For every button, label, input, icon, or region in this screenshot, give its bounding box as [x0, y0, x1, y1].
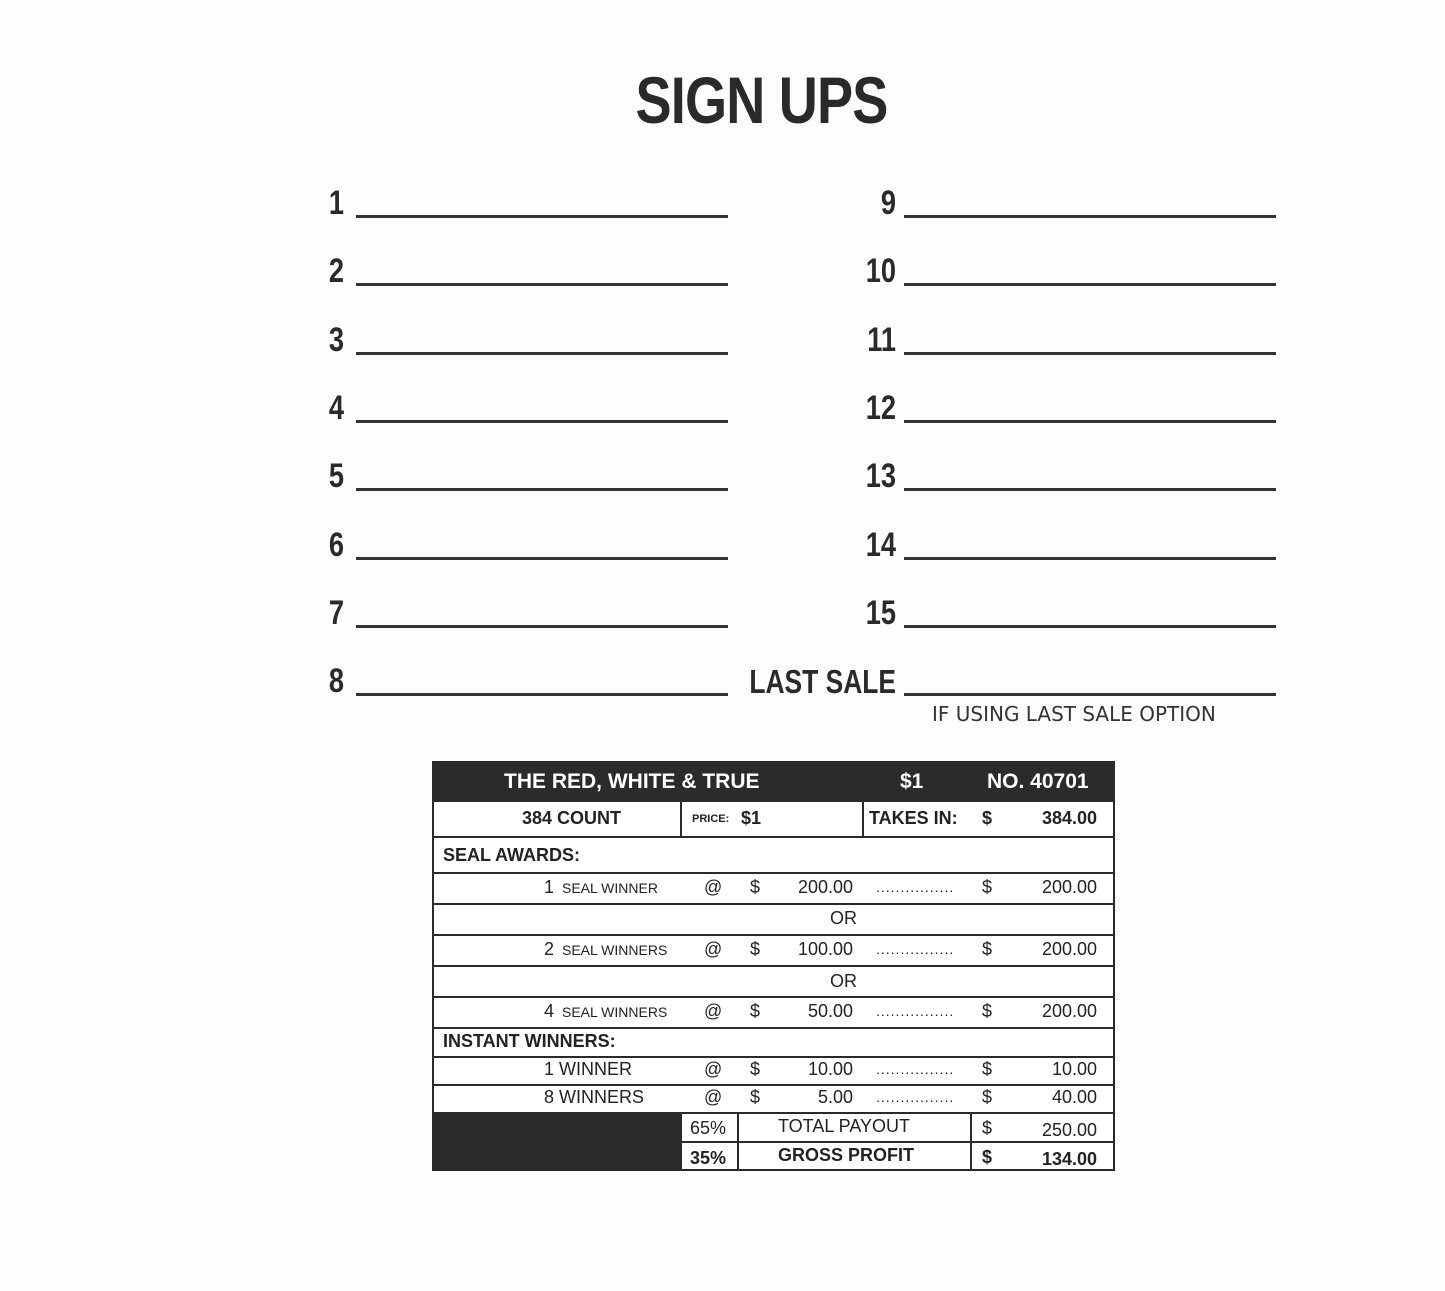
- winner-label: SEAL WINNERS: [562, 1004, 668, 1020]
- seal-award-row: [434, 998, 1113, 1027]
- signup-number: 5: [328, 457, 344, 496]
- instant-winners-label: INSTANT WINNERS:: [443, 1031, 616, 1051]
- ticket-header: [434, 763, 1113, 800]
- signup-row: [0, 658, 1445, 701]
- signup-blank-line[interactable]: [904, 488, 1276, 491]
- currency: $: [750, 1059, 761, 1079]
- last-sale-note: IF USING LAST SALE OPTION: [932, 702, 1216, 726]
- signup-row: [0, 317, 1445, 357]
- signup-number: 10: [865, 252, 896, 291]
- prize-amount: 5.00: [817, 1087, 853, 1107]
- currency: $: [982, 1001, 993, 1021]
- winner-label: SEAL WINNER: [562, 880, 658, 896]
- at-sign: @: [704, 877, 723, 897]
- signup-row: [0, 180, 1445, 220]
- prize-total: 200.00: [1041, 877, 1097, 897]
- currency: $: [750, 877, 761, 897]
- instant-winner-row: [434, 1058, 1113, 1084]
- signup-blank-line[interactable]: [904, 420, 1276, 423]
- signup-number: 1: [328, 184, 344, 222]
- winner-label: 8 WINNERS: [544, 1087, 645, 1107]
- signup-number: 8: [328, 662, 344, 701]
- signup-number: 4: [328, 388, 344, 427]
- takes-in-value: 384.00: [1041, 808, 1097, 828]
- prize-amount: 10.00: [807, 1059, 853, 1079]
- instant-winner-row: [434, 1086, 1113, 1112]
- at-sign: @: [704, 1001, 723, 1021]
- currency: $: [982, 1087, 993, 1107]
- ticket-price: $1: [741, 808, 762, 828]
- ticket-table: [432, 761, 1115, 1171]
- winner-count: 1: [544, 877, 555, 897]
- signup-row: [0, 385, 1445, 425]
- ticket-count: 384 COUNT: [522, 808, 622, 828]
- gross-profit-value: 134.00: [1041, 1149, 1097, 1169]
- signup-number: 9: [880, 184, 896, 222]
- page-title: SIGN UPS: [635, 63, 888, 137]
- currency: $: [982, 877, 993, 897]
- signup-blank-line[interactable]: [904, 283, 1276, 286]
- signup-blank-line[interactable]: [904, 215, 1276, 218]
- prize-total: 10.00: [1051, 1059, 1097, 1079]
- total-payout-label: TOTAL PAYOUT: [778, 1116, 911, 1136]
- signup-blank-line[interactable]: [904, 625, 1276, 628]
- signup-number: 3: [328, 320, 344, 359]
- takes-in-label: TAKES IN:: [869, 808, 958, 828]
- signup-blank-line[interactable]: [904, 693, 1276, 696]
- dot-leader: ................: [876, 1003, 955, 1019]
- total-payout-value: 250.00: [1041, 1120, 1097, 1140]
- signup-number: 12: [865, 388, 896, 427]
- prize-total: 40.00: [1051, 1087, 1097, 1107]
- signup-number: 2: [328, 252, 344, 291]
- dot-leader: ................: [876, 1061, 955, 1077]
- signup-blank-line[interactable]: [904, 352, 1276, 355]
- winner-count: 4: [544, 1001, 555, 1021]
- signup-number: 13: [865, 457, 896, 496]
- winner-label: 1 WINNER: [544, 1059, 633, 1079]
- prize-amount: 200.00: [797, 877, 853, 897]
- signup-number: 11: [867, 320, 896, 359]
- signup-number: 6: [328, 525, 344, 564]
- or-label: OR: [830, 971, 857, 991]
- currency: $: [750, 1001, 761, 1021]
- currency: $: [750, 939, 761, 959]
- signup-row: [0, 453, 1445, 496]
- currency: $: [750, 1087, 761, 1107]
- dot-leader: ................: [876, 879, 955, 895]
- price-label: PRICE:: [692, 813, 730, 825]
- takes-in-currency: $: [982, 808, 993, 828]
- seal-awards-label: SEAL AWARDS:: [443, 845, 581, 865]
- profit-percent: 35%: [690, 1148, 727, 1168]
- dark-block: [434, 1114, 680, 1171]
- last-sale-label: LAST SALE: [749, 663, 896, 701]
- signup-row: [0, 248, 1445, 291]
- seal-award-row: [434, 936, 1113, 965]
- seal-award-row: [434, 874, 1113, 903]
- signup-number: 15: [865, 593, 896, 632]
- signup-row: [0, 522, 1445, 562]
- currency: $: [982, 1059, 993, 1079]
- ticket-number: NO. 40701: [987, 770, 1089, 793]
- prize-total: 200.00: [1041, 1001, 1097, 1021]
- signup-number: 7: [328, 593, 344, 632]
- prize-total: 200.00: [1041, 939, 1097, 959]
- gross-profit-label: GROSS PROFIT: [778, 1145, 915, 1165]
- dot-leader: ................: [876, 941, 955, 957]
- ticket-name: THE RED, WHITE & TRUE: [504, 770, 760, 793]
- at-sign: @: [704, 1087, 723, 1107]
- currency: $: [982, 939, 993, 959]
- winner-count: 2: [544, 939, 555, 959]
- signup-number: 14: [865, 525, 896, 564]
- or-label: OR: [830, 908, 857, 928]
- ticket-header-price: $1: [900, 770, 924, 793]
- at-sign: @: [704, 939, 723, 959]
- prize-amount: 50.00: [807, 1001, 853, 1021]
- at-sign: @: [704, 1059, 723, 1079]
- payout-currency: $: [982, 1118, 993, 1138]
- dot-leader: ................: [876, 1089, 955, 1105]
- winner-label: SEAL WINNERS: [562, 942, 668, 958]
- signup-row: [0, 590, 1445, 630]
- signup-blank-line[interactable]: [904, 557, 1276, 560]
- prize-amount: 100.00: [797, 939, 853, 959]
- profit-currency: $: [982, 1147, 993, 1167]
- payout-percent: 65%: [690, 1118, 727, 1138]
